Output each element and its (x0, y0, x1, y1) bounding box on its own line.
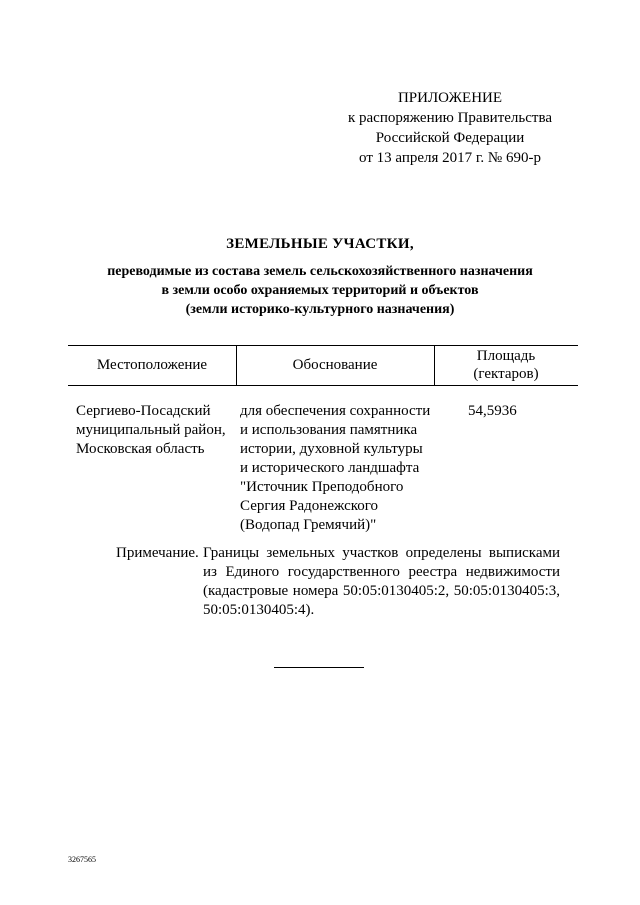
appendix-line: к распоряжению Правительства (347, 110, 552, 126)
row-area: 54,5936 (468, 403, 517, 419)
reason-line: "Источник Преподобного (240, 479, 404, 495)
reason-line: истории, духовной культуры (240, 441, 423, 457)
reason-line: (Водопад Гремячий)" (240, 517, 377, 533)
header-location: Местоположение (96, 357, 208, 373)
appendix-header (330, 88, 570, 168)
subtitle-line: в земли особо охраняемых территорий и объектов (161, 283, 479, 298)
document-subtitle (40, 262, 600, 319)
subtitle-line: переводимые из состава земель сельскохозяйственного назначения (107, 264, 533, 279)
row-reason (240, 402, 430, 535)
header-area (434, 345, 578, 385)
header-reason: Обоснование (292, 357, 378, 373)
location-line: муниципальный район, (76, 422, 226, 438)
document-title: ЗЕМЕЛЬНЫЕ УЧАСТКИ, (226, 236, 414, 252)
note-text (203, 544, 560, 620)
location-line: Московская область (76, 441, 205, 457)
appendix-title: ПРИЛОЖЕНИЕ (397, 90, 503, 106)
reason-line: и исторического ландшафта (240, 460, 420, 476)
appendix-line: Российской Федерации (375, 130, 525, 146)
table-header-bottom-border (68, 385, 578, 386)
footer-code: 3267565 (68, 855, 96, 864)
note-label: Примечание. (116, 545, 199, 561)
note-line: Границы земельных участков определены выписками (203, 545, 560, 561)
reason-line: и использования памятника (240, 422, 418, 438)
note-line: (кадастровые номера 50:05:0130405:2, 50:05:0130405:3, (203, 583, 560, 599)
header-area-unit: (гектаров) (473, 366, 539, 382)
reason-line: Сергия Радонежского (240, 498, 379, 514)
reason-line: для обеспечения сохранности (240, 403, 431, 419)
row-location (76, 402, 226, 459)
note-line: 50:05:0130405:4). (203, 602, 315, 618)
header-area-label: Площадь (476, 348, 536, 364)
note-line: из Единого государственного реестра недвижимости (203, 564, 560, 580)
appendix-date: от 13 апреля 2017 г. № 690-р (359, 150, 541, 166)
closing-separator (274, 667, 364, 668)
location-line: Сергиево-Посадский (76, 403, 211, 419)
subtitle-line: (земли историко-культурного назначения) (185, 302, 455, 317)
